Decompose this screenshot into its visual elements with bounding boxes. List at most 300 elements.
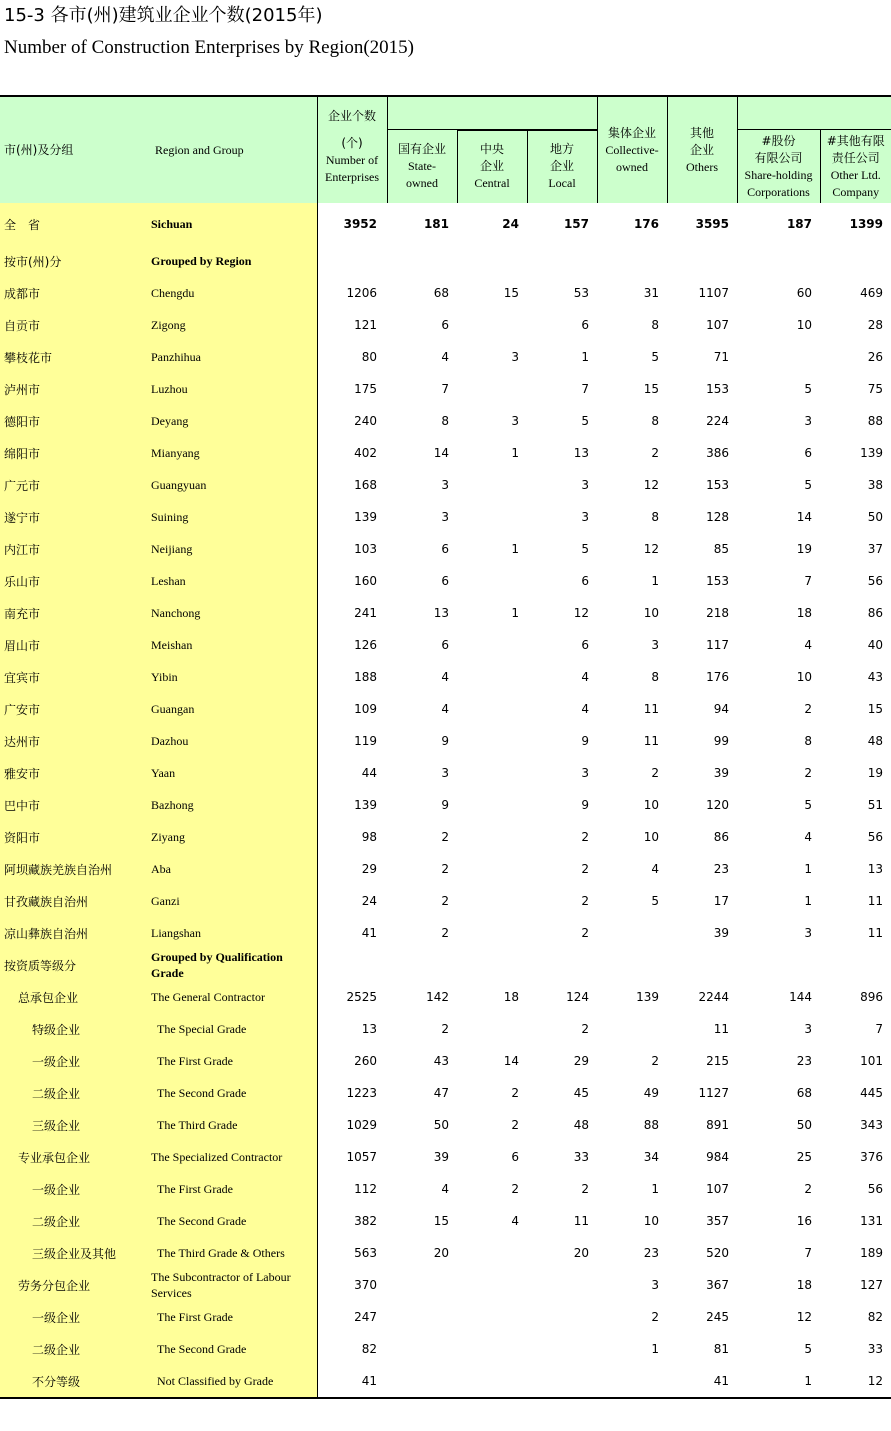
- cell-local: 2: [581, 830, 590, 844]
- region-name-en: Ganzi: [151, 885, 317, 917]
- cell-state-owned: 2: [441, 862, 449, 876]
- cell-others: 86: [713, 830, 730, 844]
- region-name-en: The General Contractor: [151, 981, 317, 1013]
- region-name-en: The Subcontractor of Labour Services: [151, 1269, 317, 1301]
- region-name-cn: 内江市: [0, 533, 151, 565]
- region-name-cn: 雅安市: [0, 757, 151, 789]
- region-name-cn: 资阳市: [0, 821, 151, 853]
- cell-other-ltd: 469: [860, 286, 884, 300]
- cell-share-holding: 8: [804, 734, 813, 748]
- region-name-en: Luzhou: [151, 373, 317, 405]
- region-name-en: Yibin: [151, 661, 317, 693]
- table-row: [0, 757, 891, 789]
- cell-local: 6: [581, 574, 590, 588]
- cell-local: 7: [581, 382, 590, 396]
- cell-local: 9: [581, 798, 590, 812]
- cell-other-ltd: 56: [867, 1182, 884, 1196]
- cell-others: 153: [706, 478, 730, 492]
- cell-central: 4: [511, 1214, 519, 1228]
- region-name-en: The Second Grade: [151, 1077, 317, 1109]
- cell-other-ltd: 48: [867, 734, 884, 748]
- cell-other-ltd: 131: [860, 1214, 884, 1228]
- cell-state-owned: 6: [441, 542, 449, 556]
- cell-local: 53: [573, 286, 590, 300]
- cell-share-holding: 68: [796, 1086, 813, 1100]
- region-name-cn: 专业承包企业: [0, 1141, 151, 1173]
- region-name-cn: 南充市: [0, 597, 151, 629]
- region-name-en: Dazhou: [151, 725, 317, 757]
- cell-other-ltd: 56: [867, 830, 884, 844]
- region-name-en: Chengdu: [151, 277, 317, 309]
- cell-other-ltd: 11: [867, 894, 884, 908]
- cell-other-ltd: 33: [867, 1342, 884, 1356]
- cell-total: 563: [354, 1246, 377, 1260]
- region-name-en: The Third Grade: [151, 1109, 317, 1141]
- cell-local: 48: [573, 1118, 590, 1132]
- region-name-en: The Special Grade: [151, 1013, 317, 1045]
- cell-others: 891: [706, 1118, 730, 1132]
- header-local: 地方 企业 Local: [527, 130, 597, 203]
- region-name-cn: 眉山市: [0, 629, 151, 661]
- cell-share-holding: 18: [796, 606, 813, 620]
- cell-total: 103: [354, 542, 377, 556]
- cell-total: 112: [354, 1182, 377, 1196]
- region-name-cn: 劳务分包企业: [0, 1269, 151, 1301]
- cell-total: 29: [361, 862, 377, 876]
- cell-central: [457, 917, 527, 949]
- cell-other-ltd: 376: [860, 1150, 884, 1164]
- region-name-en: Not Classified by Grade: [151, 1365, 317, 1398]
- cell-other-ltd: 50: [867, 510, 884, 524]
- cell-other-ltd: 343: [860, 1118, 884, 1132]
- cell-central: [457, 725, 527, 757]
- cell-collective: 2: [651, 1310, 660, 1324]
- cell-others: 11: [713, 1022, 730, 1036]
- cell-other-ltd: 139: [860, 446, 884, 460]
- cell-state-owned: 47: [433, 1086, 449, 1100]
- cell-state-owned: 142: [426, 990, 449, 1004]
- cell-other-ltd: [820, 949, 891, 981]
- region-name-cn: 特级企业: [0, 1013, 151, 1045]
- cell-other-ltd: 101: [860, 1054, 884, 1068]
- cell-share-holding: 2: [804, 766, 813, 780]
- region-name-cn: 二级企业: [0, 1333, 151, 1365]
- cell-central: [457, 949, 527, 981]
- cell-total: 188: [354, 670, 377, 684]
- cell-total: 13: [361, 1022, 377, 1036]
- region-name-cn: 二级企业: [0, 1077, 151, 1109]
- cell-state-owned: 2: [441, 926, 449, 940]
- cell-state-owned: 181: [423, 217, 449, 231]
- cell-local: 5: [581, 542, 590, 556]
- cell-other-ltd: 82: [867, 1310, 884, 1324]
- cell-state-owned: [387, 245, 457, 277]
- table-row: [0, 469, 891, 501]
- cell-collective: 2: [651, 766, 660, 780]
- cell-total: 1029: [346, 1118, 377, 1132]
- cell-local: 2: [581, 926, 590, 940]
- cell-others: 85: [713, 542, 730, 556]
- cell-local: 11: [573, 1214, 590, 1228]
- region-name-cn: 巴中市: [0, 789, 151, 821]
- cell-others: 107: [706, 1182, 730, 1196]
- cell-other-ltd: 38: [867, 478, 884, 492]
- cell-share-holding: 5: [804, 382, 813, 396]
- cell-others: 153: [706, 574, 730, 588]
- cell-local: 5: [581, 414, 590, 428]
- cell-total: [317, 949, 387, 981]
- cell-local: 6: [581, 638, 590, 652]
- cell-share-holding: 1: [804, 862, 813, 876]
- cell-total: 98: [361, 830, 377, 844]
- cell-share-holding: 4: [804, 830, 813, 844]
- table-body: [0, 203, 891, 1398]
- region-name-en: Nanchong: [151, 597, 317, 629]
- region-name-cn: 宜宾市: [0, 661, 151, 693]
- cell-others: 107: [706, 318, 730, 332]
- cell-share-holding: 3: [804, 926, 813, 940]
- cell-central: [457, 661, 527, 693]
- cell-local: 6: [581, 318, 590, 332]
- cell-collective: 176: [633, 217, 660, 231]
- region-name-en: Guangan: [151, 693, 317, 725]
- cell-collective: 10: [643, 606, 660, 620]
- cell-share-holding: 2: [804, 702, 813, 716]
- cell-others: 1127: [698, 1086, 730, 1100]
- cell-collective: [597, 1013, 667, 1045]
- region-name-en: Liangshan: [151, 917, 317, 949]
- cell-collective: 15: [643, 382, 660, 396]
- cell-collective: 8: [651, 510, 660, 524]
- cell-central: 2: [511, 1182, 519, 1196]
- cell-total: 119: [354, 734, 377, 748]
- cell-share-holding: 7: [804, 574, 813, 588]
- cell-share-holding: 5: [804, 798, 813, 812]
- cell-share-holding: 144: [789, 990, 813, 1004]
- region-name-en: Meishan: [151, 629, 317, 661]
- table-row: [0, 789, 891, 821]
- cell-total: 160: [354, 574, 377, 588]
- header-region-cn: 市(州)及分组: [0, 96, 151, 203]
- cell-others: 99: [713, 734, 730, 748]
- cell-total: 109: [354, 702, 377, 716]
- cell-collective: [597, 1365, 667, 1398]
- cell-state-owned: 20: [433, 1246, 449, 1260]
- cell-other-ltd: 86: [867, 606, 884, 620]
- cell-collective: 11: [643, 702, 660, 716]
- cell-total: 402: [354, 446, 377, 460]
- cell-state-owned: 50: [433, 1118, 449, 1132]
- table-row: [0, 437, 891, 469]
- cell-other-ltd: 26: [867, 350, 884, 364]
- region-name-cn: 达州市: [0, 725, 151, 757]
- header-central: 中央 企业 Central: [457, 130, 527, 203]
- cell-collective: 3: [651, 1278, 660, 1292]
- cell-others: 39: [713, 766, 730, 780]
- cell-state-owned: 7: [441, 382, 449, 396]
- cell-state-owned: 6: [441, 638, 449, 652]
- region-name-en: Grouped by Qualification Grade: [151, 949, 317, 981]
- cell-central: [457, 1237, 527, 1269]
- cell-central: [457, 789, 527, 821]
- cell-collective: 1: [651, 574, 660, 588]
- region-name-cn: 一级企业: [0, 1045, 151, 1077]
- cell-share-holding: 1: [804, 894, 813, 908]
- cell-others: 386: [706, 446, 730, 460]
- table-row: [0, 1205, 891, 1237]
- cell-collective: 10: [643, 798, 660, 812]
- cell-collective: 8: [651, 670, 660, 684]
- cell-collective: 34: [643, 1150, 660, 1164]
- cell-other-ltd: 189: [860, 1246, 884, 1260]
- table-row: [0, 1077, 891, 1109]
- region-name-en: The Second Grade: [151, 1205, 317, 1237]
- cell-share-holding: 3: [804, 1022, 813, 1036]
- table-row: [0, 821, 891, 853]
- cell-total: 121: [354, 318, 377, 332]
- cell-total: 240: [354, 414, 377, 428]
- table-row: [0, 1365, 891, 1398]
- cell-others: 357: [706, 1214, 730, 1228]
- cell-other-ltd: 40: [867, 638, 884, 652]
- table-row: [0, 597, 891, 629]
- cell-share-holding: [737, 341, 820, 373]
- table-row: [0, 693, 891, 725]
- cell-collective: 88: [643, 1118, 660, 1132]
- cell-others: 81: [713, 1342, 730, 1356]
- cell-total: 370: [354, 1278, 377, 1292]
- cell-total: 41: [361, 926, 377, 940]
- header-state-group: [387, 96, 597, 130]
- cell-others: 39: [713, 926, 730, 940]
- region-name-en: Ziyang: [151, 821, 317, 853]
- cell-central: [457, 309, 527, 341]
- cell-local: 2: [581, 1182, 590, 1196]
- cell-collective: 3: [651, 638, 660, 652]
- cell-other-ltd: 12: [867, 1374, 884, 1388]
- cell-total: 175: [354, 382, 377, 396]
- table-row: [0, 725, 891, 757]
- cell-other-ltd: 88: [867, 414, 884, 428]
- cell-central: 24: [502, 217, 519, 231]
- cell-total: 247: [354, 1310, 377, 1324]
- cell-others: 71: [713, 350, 730, 364]
- cell-others: 117: [706, 638, 730, 652]
- region-name-cn: 绵阳市: [0, 437, 151, 469]
- cell-state-owned: 13: [433, 606, 449, 620]
- table-row: [0, 203, 891, 245]
- region-name-cn: 德阳市: [0, 405, 151, 437]
- cell-other-ltd: 445: [860, 1086, 884, 1100]
- table-row: [0, 917, 891, 949]
- region-name-en: Grouped by Region: [151, 245, 317, 277]
- cell-central: [457, 245, 527, 277]
- cell-other-ltd: 75: [867, 382, 884, 396]
- cell-state-owned: 6: [441, 318, 449, 332]
- region-name-cn: 攀枝花市: [0, 341, 151, 373]
- cell-total: 126: [354, 638, 377, 652]
- cell-share-holding: 5: [804, 478, 813, 492]
- cell-state-owned: 3: [441, 766, 449, 780]
- cell-other-ltd: 19: [867, 766, 884, 780]
- cell-total: 82: [361, 1342, 377, 1356]
- cell-collective: [597, 949, 667, 981]
- region-name-en: Sichuan: [151, 203, 317, 245]
- region-name-cn: 自贡市: [0, 309, 151, 341]
- cell-central: [457, 1013, 527, 1045]
- header-collective: 集体企业 Collective- owned: [597, 96, 667, 203]
- cell-share-holding: 14: [796, 510, 813, 524]
- region-name-cn: 按资质等级分: [0, 949, 151, 981]
- header-otherltd: #其他有限 责任公司 Other Ltd. Company: [820, 130, 891, 203]
- cell-others: 520: [706, 1246, 730, 1260]
- cell-share-holding: [737, 245, 820, 277]
- cell-local: 3: [581, 510, 590, 524]
- cell-central: [457, 1365, 527, 1398]
- cell-share-holding: 7: [804, 1246, 813, 1260]
- cell-state-owned: 3: [441, 510, 449, 524]
- header-state: 国有企业 State- owned: [387, 130, 457, 203]
- cell-local: 3: [581, 766, 590, 780]
- region-name-cn: 三级企业: [0, 1109, 151, 1141]
- cell-others: [667, 245, 737, 277]
- cell-collective: 1: [651, 1342, 660, 1356]
- cell-other-ltd: 56: [867, 574, 884, 588]
- cell-state-owned: [387, 1333, 457, 1365]
- cell-total: [317, 245, 387, 277]
- region-name-cn: 一级企业: [0, 1301, 151, 1333]
- cell-others: 224: [706, 414, 730, 428]
- cell-share-holding: 4: [804, 638, 813, 652]
- cell-other-ltd: [820, 245, 891, 277]
- cell-central: 3: [511, 414, 519, 428]
- cell-central: 6: [511, 1150, 519, 1164]
- region-name-cn: 阿坝藏族羌族自治州: [0, 853, 151, 885]
- region-name-cn: 遂宁市: [0, 501, 151, 533]
- cell-share-holding: 19: [796, 542, 813, 556]
- table-row: [0, 981, 891, 1013]
- cell-central: 2: [511, 1086, 519, 1100]
- cell-other-ltd: 127: [860, 1278, 884, 1292]
- region-name-cn: 广元市: [0, 469, 151, 501]
- cell-others: 17: [713, 894, 730, 908]
- cell-total: 139: [354, 798, 377, 812]
- table-row: [0, 853, 891, 885]
- cell-others: 23: [713, 862, 730, 876]
- region-name-cn: 泸州市: [0, 373, 151, 405]
- header-share-top: [737, 96, 820, 130]
- cell-central: [457, 821, 527, 853]
- cell-share-holding: 23: [796, 1054, 813, 1068]
- cell-state-owned: [387, 1301, 457, 1333]
- cell-local: 33: [573, 1150, 590, 1164]
- cell-others: 176: [706, 670, 730, 684]
- cell-other-ltd: 37: [867, 542, 884, 556]
- table-row: [0, 1109, 891, 1141]
- cell-collective: 2: [651, 1054, 660, 1068]
- cell-central: [457, 885, 527, 917]
- region-name-cn: 全 省: [0, 203, 151, 245]
- cell-collective: [597, 245, 667, 277]
- cell-local: 2: [581, 862, 590, 876]
- region-name-cn: 按市(州)分: [0, 245, 151, 277]
- cell-state-owned: 14: [433, 446, 449, 460]
- table-row: [0, 1173, 891, 1205]
- cell-state-owned: 68: [433, 286, 449, 300]
- region-name-cn: 成都市: [0, 277, 151, 309]
- table-row: [0, 1013, 891, 1045]
- cell-other-ltd: 13: [867, 862, 884, 876]
- cell-state-owned: 9: [441, 734, 449, 748]
- cell-share-holding: 25: [796, 1150, 813, 1164]
- cell-state-owned: 4: [441, 670, 449, 684]
- region-name-en: The Specialized Contractor: [151, 1141, 317, 1173]
- cell-share-holding: 5: [804, 1342, 813, 1356]
- cell-state-owned: 4: [441, 350, 449, 364]
- cell-collective: 5: [651, 350, 660, 364]
- cell-local: [527, 1301, 597, 1333]
- cell-collective: 12: [643, 478, 660, 492]
- cell-local: [527, 1269, 597, 1301]
- cell-local: 4: [581, 670, 590, 684]
- cell-total: 241: [354, 606, 377, 620]
- cell-others: 367: [706, 1278, 730, 1292]
- region-name-en: The Third Grade & Others: [151, 1237, 317, 1269]
- cell-local: 2: [581, 1022, 590, 1036]
- cell-state-owned: 2: [441, 830, 449, 844]
- cell-local: 157: [563, 217, 590, 231]
- cell-share-holding: 6: [804, 446, 813, 460]
- region-name-cn: 乐山市: [0, 565, 151, 597]
- region-name-en: Yaan: [151, 757, 317, 789]
- cell-local: 9: [581, 734, 590, 748]
- table-row: [0, 949, 891, 981]
- cell-local: [527, 245, 597, 277]
- region-name-en: Zigong: [151, 309, 317, 341]
- table-row: [0, 341, 891, 373]
- cell-others: [667, 949, 737, 981]
- cell-central: [457, 757, 527, 789]
- cell-share-holding: 60: [796, 286, 813, 300]
- cell-others: 245: [706, 1310, 730, 1324]
- region-name-en: The First Grade: [151, 1301, 317, 1333]
- region-name-cn: 总承包企业: [0, 981, 151, 1013]
- cell-other-ltd: 1399: [849, 217, 884, 231]
- header-total: 企业个数 (个) Number of Enterprises: [317, 96, 387, 203]
- region-name-en: Mianyang: [151, 437, 317, 469]
- cell-central: 1: [511, 606, 519, 620]
- cell-total: 382: [354, 1214, 377, 1228]
- cell-central: 18: [503, 990, 519, 1004]
- cell-total: 41: [361, 1374, 377, 1388]
- cell-state-owned: 3: [441, 478, 449, 492]
- cell-others: 1107: [698, 286, 730, 300]
- cell-state-owned: [387, 949, 457, 981]
- cell-central: [457, 501, 527, 533]
- cell-collective: 49: [643, 1086, 660, 1100]
- header-share: #股份 有限公司 Share-holding Corporations: [737, 130, 820, 203]
- cell-collective: 139: [636, 990, 660, 1004]
- cell-local: [527, 1333, 597, 1365]
- cell-central: [457, 1301, 527, 1333]
- region-name-en: Leshan: [151, 565, 317, 597]
- table-row: [0, 373, 891, 405]
- region-name-en: Deyang: [151, 405, 317, 437]
- table-row: [0, 1045, 891, 1077]
- cell-local: 4: [581, 702, 590, 716]
- cell-share-holding: [737, 949, 820, 981]
- region-name-cn: 一级企业: [0, 1173, 151, 1205]
